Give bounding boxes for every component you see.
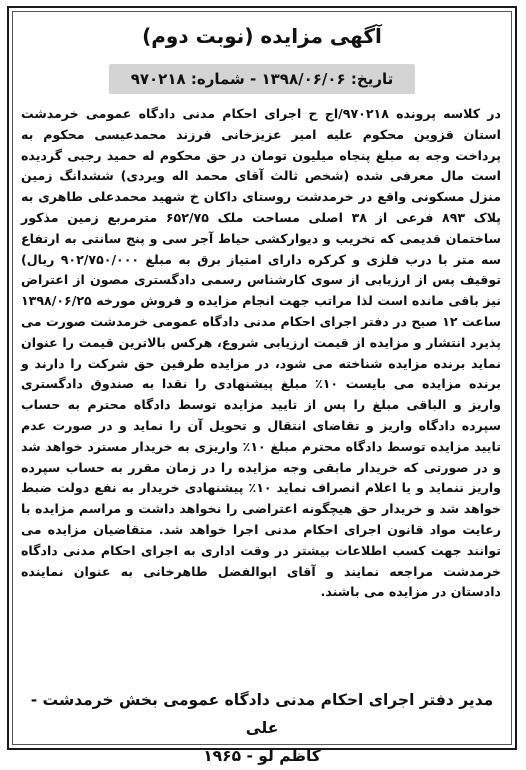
notice-body: در کلاسه پرونده ۹۷۰۲۱۸/اج ح اجرای احکام مدنی دادگاه عمومی خرمدشت استان قزوین محکوم علیه امیر عزیزخانی فرزند محمدعیسی محکوم به پرداخت وجه به مبلغ پنجاه میلیون تومان در حق محکوم له حمید رجبی گردیده است مال معرفی شده (شخص ثالث آقای محمد اله ویردی) ششدانگ زمین منزل مسکونی واقع در خرمدشت روستای داکان خ شهید محمدعلی طاهری به پلاک ۸۹۳ فرعی از ۳۸ اصلی مساحت ملک ۶۵۲/۷۵ مترمربع زمین مذکور ساختمان قدیمی که تخریب و دیوارکشی حیاط آجر سی و پنج سانتی به ارتفاع سه متر با درب فلزی و کرکره دارای امتیاز برق به مبلغ ۹۰۲/۷۵۰/۰۰۰ ریال) توقیف پس از ارزیابی از سوی کارشناس رسمی دادگستری مصون از اعتراض نیز باقی مانده است لذا مراتب جهت انجام مزایده و فروش مورخه ۱۳۹۸/۰۶/۲۵ ساعت ۱۲ صبح در دفتر اجرای احکام مدنی دادگاه عمومی خرمدشت صورت می پذیرد انتشار و مزایده از قیمت ارزیابی شروع، هرکس بالاترین قیمت را عنوان نماید برنده مزایده شناخته می شود، در مزایده طرفین حق شرکت را دارند و برنده مزایده می بایست ۱۰٪ مبلغ پیشنهادی را نقدا به صندوق دادگستری واریز و الباقی مبلغ را پس از تایید مزایده توسط دادگاه محترم به حساب سپرده دادگاه واریز و تقاضای انتقال و تحویل آن را نماید و در صورت عدم تایید مزایده توسط دادگاه محترم مبلغ ۱۰٪ واریزی به خریدار مسترد خواهد شد و در صورتی که خریدار مابقی وجه مزایده را در زمان مقرر به حساب سپرده واریز ننماید و یا اعلام انصراف نماید ۱۰٪ پیشنهادی خریدار به نفع دولت ضبط خواهد شد و خریدار حق هیچگونه اعتراضی را نخواهد داشت و مراسم مزایده با رعایت مواد قانون اجرای احکام مدنی اجرا خواهد شد. متقاضیان مزایده می توانند جهت کسب اطلاعات بیشتر در وقت اداری به اجرای احکام مدنی دادگاه خرمدشت مراجعه نمایند و آقای ابوالفضل طاهرخانی به عنوان نماینده دادستان در مزایده می باشند. bbox=[21, 106, 501, 600]
notice-date-number: تاریخ: ۱۳۹۸/۰۶/۰۶ - شماره: ۹۷۰۲۱۸ bbox=[109, 64, 415, 94]
notice-frame bbox=[7, 6, 517, 765]
signature-line-2: کاظم لو - ۱۹۶۵ bbox=[203, 747, 321, 765]
signature-line-1: مدیر دفتر اجرای احکام مدنی دادگاه عمومی بخش خرمدشت - علی bbox=[30, 691, 494, 737]
notice-signature bbox=[25, 686, 499, 770]
notice-title: آگهی مزایده (نوبت دوم) bbox=[142, 24, 382, 48]
